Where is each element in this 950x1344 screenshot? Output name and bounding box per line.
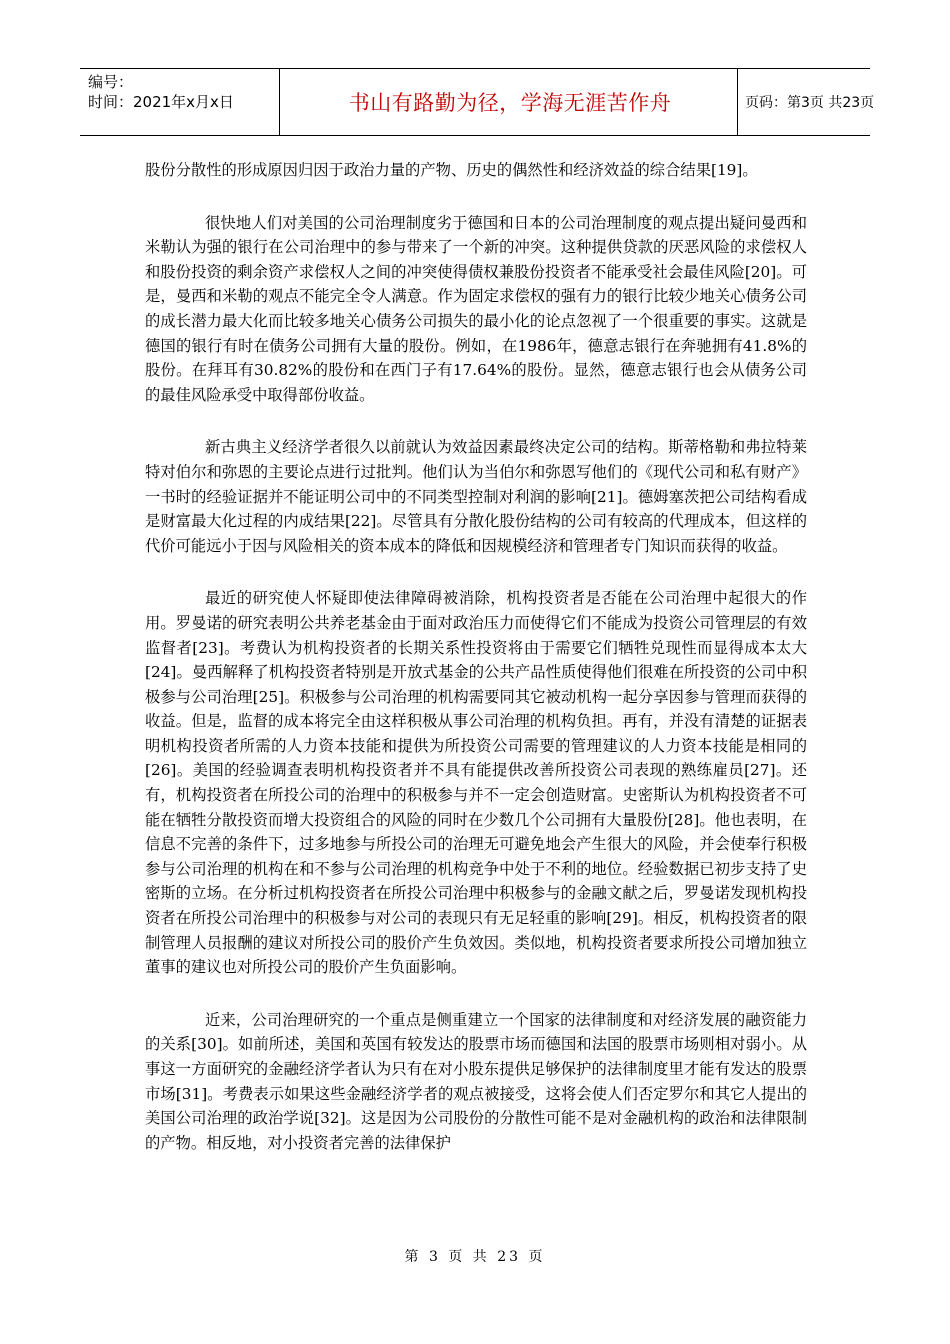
page-footer: 第 3 页 共 23 页	[404, 1249, 546, 1265]
document-time-label: 时间：2021年x月x日	[88, 93, 234, 111]
header-page-info: 页码：第3页 共23页	[745, 95, 875, 111]
paragraph: 股份分散性的形成原因归因于政治力量的产物、历史的偶然性和经济效益的综合结果[19]。	[145, 161, 758, 179]
header-divider	[737, 68, 738, 136]
paragraph: 很快地人们对美国的公司治理制度劣于德国和日本的公司治理制度的观点提出疑问曼西和米勒认为强的银行在公司治理中的参与带来了一个新的冲突。这种提供贷款的厌恶风险的求偿权人和股份投资的剩余资产求偿权人之间的冲突使得债权兼股份投资者不能承受社会最佳风险[20]。可是，曼西和米勒的观点不能完全令人满意。作为固定求偿权的强有力的银行比较少地关心债务公司的成长潜力最大化而比较多地关心债务公司损失的最小化的论点忽视了一个很重要的事实。这就是德国的银行有时在债务公司拥有大量的股份。例如，在1986年，德意志银行在奔驰拥有41.8%的股份。在拜耳有30.82%的股份和在西门子有17.64%的股份。显然，德意志银行也会从债务公司的最佳风险承受中取得部份收益。	[145, 213, 807, 404]
header-divider	[279, 68, 280, 136]
header-motto: 书山有路勤为径，学海无涯苦作舟	[348, 91, 672, 115]
paragraph: 近来，公司治理研究的一个重点是侧重建立一个国家的法律制度和对经济发展的融资能力的关系[30]。如前所述，美国和英国有较发达的股票市场而德国和法国的股票市场则相对弱小。从事这一方面研究的金融经济学者认为只有在对小股东提供足够保护的法律制度里才能有发达的股票市场[31]。考费表示如果这些金融经济学者的观点被接受，这将会使人们否定罗尔和其它人提出的美国公司治理的政治学说[32]。这是因为公司股份的分散性可能不是对金融机构的政治和法律限制的产物。相反地，对小投资者完善的法律保护	[145, 1010, 807, 1152]
page-header	[80, 68, 875, 136]
document-number-label: 编号：	[88, 73, 134, 91]
paragraph: 新古典主义经济学者很久以前就认为效益因素最终决定公司的结构。斯蒂格勒和弗拉特莱特对伯尔和弥恩的主要论点进行过批判。他们认为当伯尔和弥恩写他们的《现代公司和私有财产》一书时的经验证据并不能证明公司中的不同类型控制对利润的影响[21]。德姆塞茨把公司结构看成是财富最大化过程的内成结果[22]。尽管具有分散化股份结构的公司有较高的代理成本，但这样的代价可能远小于因与风险相关的资本成本的降低和因规模经济和管理者专门知识而获得的收益。	[145, 438, 807, 555]
document-body	[145, 158, 807, 1183]
header-meta	[88, 72, 278, 112]
paragraph: 最近的研究使人怀疑即使法律障碍被消除，机构投资者是否能在公司治理中起很大的作用。罗曼诺的研究表明公共养老基金由于面对政治压力而使得它们不能成为投资公司管理层的有效监督者[23]。考费认为机构投资者的长期关系性投资将由于需要它们牺牲兑现性而显得成本太大[24]。曼西解释了机构投资者特别是开放式基金的公共产品性质使得他们很难在所投资的公司中积极参与公司治理[25]。积极参与公司治理的机构需要同其它被动机构一起分享因参与管理而获得的收益。但是，监督的成本将完全由这样积极从事公司治理的机构负担。再有，并没有清楚的证据表明机构投资者所需的人力资本技能和提供为所投资公司需要的管理建议的人力资本技能是相同的[26]。美国的经验调查表明机构投资者并不具有能提供改善所投资公司表现的熟练雇员[27]。还有，机构投资者在所投公司的治理中的积极参与并不一定会创造财富。史密斯认为机构投资者不可能在牺牲分散投资而增大投资组合的风险的同时在少数几个公司拥有大量股份[28]。他也表明，在信息不完善的条件下，过多地参与所投公司的治理无可避免地会产生很大的风险，并会使奉行积极参与公司治理的机构在和不参与公司治理的机构竞争中处于不利的地位。经验数据已初步支持了史密斯的立场。在分析过机构投资者在所投公司治理中积极参与的金融文献之后，罗曼诺发现机构投资者在所投公司治理中的积极参与对公司的表现只有无足轻重的影响[29]。相反，机构投资者的限制管理人员报酬的建议对所投公司的股价产生负效因。类似地，机构投资者要求所投公司增加独立董事的建议也对所投公司的股价产生负面影响。	[145, 589, 807, 977]
